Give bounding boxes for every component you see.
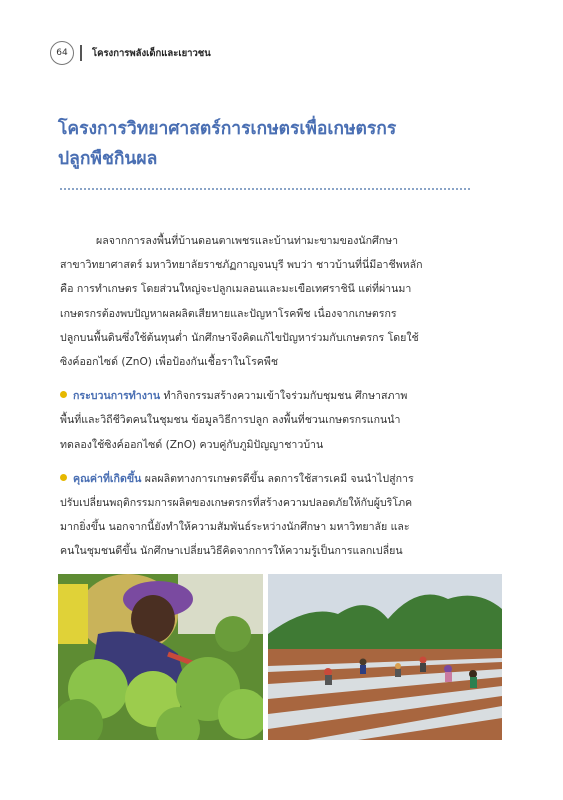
value-line: ปรับเปลี่ยนพฤติกรรมการผลิตของเกษตรกรที่สร้างความปลอดภัยให้กับผู้บริโภค [60,497,413,510]
article-body [60,229,500,564]
value-paragraph [60,467,500,491]
intro-line: เกษตรกรต้องพบปัญหาผลผลิตเสียหายและปัญหาโรคพืช เนื่องจากเกษตรกร [60,307,397,320]
intro-line: สาขาวิทยาศาสตร์ มหาวิทยาลัยราชภัฏกาญจนบุรี พบว่า ชาวบ้านที่นี่มีอาชีพหลัก [60,259,423,272]
value-line: คนในชุมชนดีขึ้น นักศึกษาเปลี่ยนวิธีคิดจากการให้ความรู้เป็นการแลกเปลี่ยน [60,545,403,558]
intro-line: ผลจากการลงพื้นที่บ้านดอนตาเพชรและบ้านท่ามะขามของนักศึกษา [96,235,399,247]
article-title [58,114,498,174]
title-divider [60,188,470,190]
value-line: มากยิ่งขึ้น นอกจากนี้ยังทำให้ความสัมพันธ์ระหว่างนักศึกษา มหาวิทยาลัย และ [60,521,410,534]
page-header [50,40,211,66]
process-line: ทดลองใช้ซิงค์ออกไซด์ (ZnO) ควบคู่กับภูมิปัญญาชาวบ้าน [60,438,324,451]
running-title: โครงการพลังเด็กและเยาวชน [92,47,211,59]
bullet-icon [60,391,67,398]
process-paragraph [60,384,500,408]
intro-line: ปลูกบนพื้นดินซึ่งใช้ต้นทุนต่ำ นักศึกษาจึงคิดแก้ไขปัญหาร่วมกับเกษตรกร โดยใช้ [60,331,419,344]
process-line: ทำกิจกรรมสร้างความเข้าใจร่วมกับชุมชน ศึกษาสภาพ [163,390,408,403]
field-planting-photo [268,574,502,740]
process-line: พื้นที่และวิถีชีวิตคนในชุมชน ข้อมูลวิธีการปลูก ลงพื้นที่ชวนเกษตรกรแกนนำ [60,414,401,427]
bullet-icon [60,474,67,481]
page-number: 64 [50,41,74,65]
intro-line: คือ การทำเกษตร โดยส่วนใหญ่จะปลูกเมลอนและมะเขือเทศราชินี แต่ที่ผ่านมา [60,283,412,296]
value-line: ผลผลิตทางการเกษตรดีขึ้น ลดการใช้สารเคมี จนนำไปสู่การ [144,472,414,485]
title-line: โครงการวิทยาศาสตร์การเกษตรเพื่อเกษตรกร [58,119,397,139]
title-line: ปลูกพืชกินผล [58,149,158,169]
value-heading: คุณค่าที่เกิดขึ้น [73,472,142,485]
farmer-plant-photo [58,574,263,740]
process-heading: กระบวนการทำงาน [73,390,161,403]
intro-line: ซิงค์ออกไซด์ (ZnO) เพื่อป้องกันเชื้อราในโรคพืช [60,356,279,369]
header-divider [80,45,82,61]
